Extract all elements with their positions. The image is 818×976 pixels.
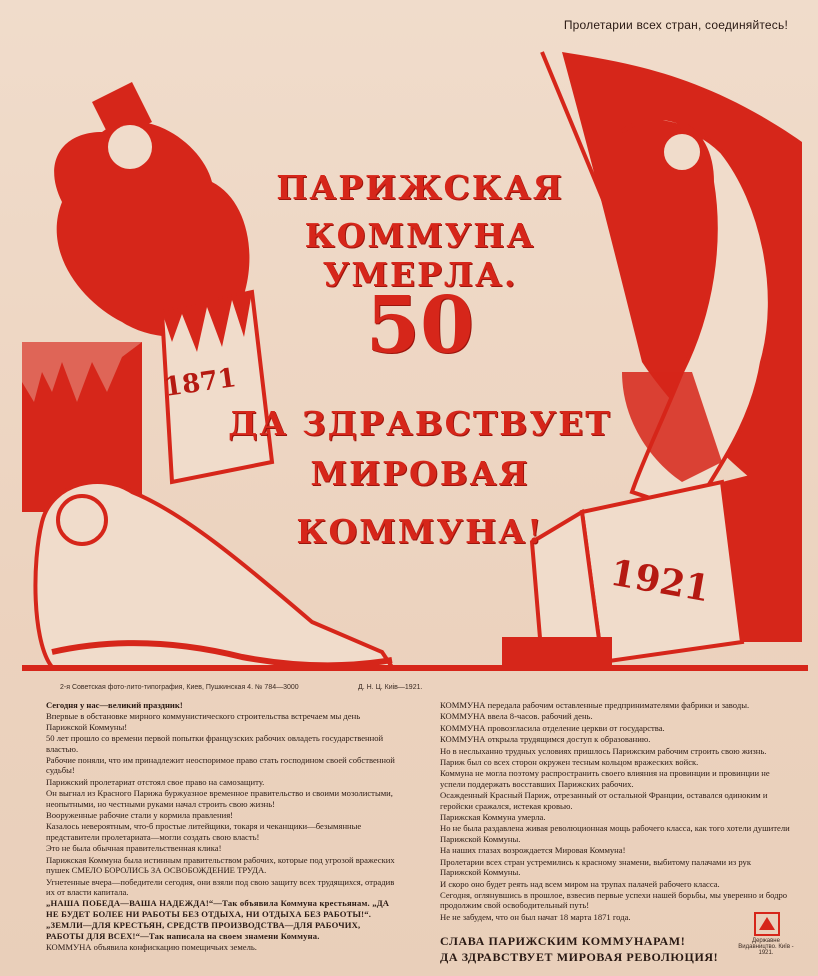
headline-number: 50 bbox=[365, 280, 475, 371]
right-paragraph: КОММУНА открыла трудящимся доступ к образованию. bbox=[440, 734, 651, 745]
text-column-right bbox=[440, 700, 790, 923]
left-paragraph: Угнетенные вчера—победители сегодня, они взяли под свою защиту всех трудящихся, отрадив их от власти капитала. bbox=[46, 876, 395, 897]
right-paragraph: На наших глазах возрождается Мировая Коммуна! bbox=[440, 845, 626, 856]
left-paragraph: Вооруженные рабочие стали у кормила правления! bbox=[46, 810, 234, 821]
right-paragraph: КОММУНА передала рабочим оставленные предпринимателями фабрики и заводы. bbox=[440, 700, 750, 710]
imprint-code: Д. Н. Ц. Киів—1921. bbox=[358, 684, 423, 691]
left-paragraph: Казалось невероятным, что-б простые литейщики, токаря и чеканщики—безымянные представители пролетариата—могли создать свою власть! bbox=[46, 821, 362, 842]
right-paragraph: Коммуна не могла поэтому распространить своего влияния на провинции и провинции не успели поддержать восставших Парижских рабочих. bbox=[440, 768, 770, 789]
year-1871: 1871 bbox=[162, 363, 239, 403]
right-paragraph: КОММУНА ввела 8-часов. рабочий день. bbox=[440, 711, 593, 722]
headline-line-1: ПАРИЖСКАЯ bbox=[276, 168, 564, 207]
printer-imprint: 2-я Советская фото-лито-типография, Киев, Пушкинская 4. № 784—3000 bbox=[60, 684, 299, 691]
publisher-emblem-icon bbox=[754, 912, 780, 936]
left-paragraph: 50 лет прошло со времени первой попытки французских рабочих овладеть государственной властью. bbox=[46, 733, 384, 754]
left-paragraph: Парижский пролетариат отстоял свое право на самозащиту. bbox=[46, 776, 265, 787]
headline-line-4: МИРОВАЯ bbox=[310, 454, 530, 493]
right-paragraph: Не не забудем, что он был начат 18 марта 1871 года. bbox=[440, 911, 631, 922]
top-slogan: Пролетарии всех стран, соединяйтесь! bbox=[563, 18, 788, 32]
text-column-left bbox=[46, 700, 396, 953]
headline-line-3: ДА ЗДРАВСТВУЕТ bbox=[228, 404, 612, 443]
left-paragraph: Это не была обычная правительственная клика! bbox=[46, 843, 222, 854]
left-paragraph: КОММУНА объявила конфискацию помещичьих земель. bbox=[46, 941, 257, 952]
left-paragraph: Впервые в обстановке мирного коммунистического строительства встречаем мы день Парижской Коммуны! bbox=[46, 711, 361, 732]
headline-line-5: КОММУНА! bbox=[296, 512, 544, 551]
right-paragraph: Но в неслыханно трудных условиях пришлось Парижским рабочим строить свою жизнь. bbox=[440, 745, 767, 756]
headline-line-2: КОММУНА УМЕРЛА. bbox=[304, 216, 536, 294]
left-paragraph: Сегодня у нас—великий праздник! bbox=[46, 700, 183, 710]
right-paragraph: Париж был со всех сторон окружен тесным кольцом вражеских войск. bbox=[440, 757, 699, 768]
year-1921: 1921 bbox=[607, 551, 714, 611]
right-paragraph: Пролетарии всех стран устремились к красному знамени, выбитому палачами из рук Парижской Коммуны. bbox=[440, 856, 752, 878]
footer-slogan-1: СЛАВА ПАРИЖСКИМ КОММУНАРАМ! bbox=[440, 934, 686, 948]
right-paragraph: КОММУНА провозгласила отделение церкви от государства. bbox=[440, 722, 665, 733]
right-paragraph: Но не была раздавлена живая революционная мощь рабочего класса, как того хотели душители Парижской Коммуны. bbox=[440, 823, 790, 844]
footer-slogan-2: ДА ЗДРАВСТВУЕТ МИРОВАЯ РЕВОЛЮЦИЯ! bbox=[440, 950, 719, 964]
left-paragraph: Он выгнал из Красного Парижа буржуазное временное правительство и своими мозолистыми, неопытными, но честными руками начал строить свою жизнь! bbox=[46, 788, 393, 809]
right-paragraph: Сегодня, оглянувшись в прошлое, взвесив первые успехи нашей борьбы, мы уверенно и бодро продолжим свой освободительный путь! bbox=[440, 889, 788, 911]
right-paragraph: И скоро оно будет реять над всем миром на трупах палачей рабочего класса. bbox=[440, 878, 720, 889]
left-paragraph: Парижская Коммуна была истинным правительством рабочих, которые под угрозой вражеских пушек СМЕЛО БОРОЛИСЬ ЗА ОСВОБОЖДЕНИЕ ТРУДА. bbox=[46, 854, 395, 876]
left-paragraph: Рабочие поняли, что им принадлежит неоспоримое право стать господином своей собственной судьбы! bbox=[46, 755, 395, 776]
publisher-imprint: Державне Видавництво. Київ - 1921. bbox=[738, 938, 794, 956]
right-paragraph: Осажденный Красный Париж, отрезанный от остальной Франции, оставался одиноким и геройски сражался, истекая кровью. bbox=[440, 790, 768, 811]
right-paragraph: Парижская Коммуна умерла. bbox=[440, 812, 546, 823]
left-paragraph: „НАША ПОБЕДА—ВАША НАДЕЖДА!“—Так объявила Коммуна крестьянам. „ДА НЕ БУДЕТ БОЛЕЕ НИ РАБОТЫ БЕЗ ОТДЫХА, НИ ОТДЫХА БЕЗ РАБОТЫ!“. bbox=[46, 898, 390, 919]
left-paragraph: „ЗЕМЛИ—ДЛЯ КРЕСТЬЯН, СРЕДСТВ ПРОИЗВОДСТВА—ДЛЯ РАБОЧИХ, РАБОТЫ ДЛЯ ВСЕХ!“—Так написала на своем знамени Коммуна. bbox=[46, 920, 361, 941]
